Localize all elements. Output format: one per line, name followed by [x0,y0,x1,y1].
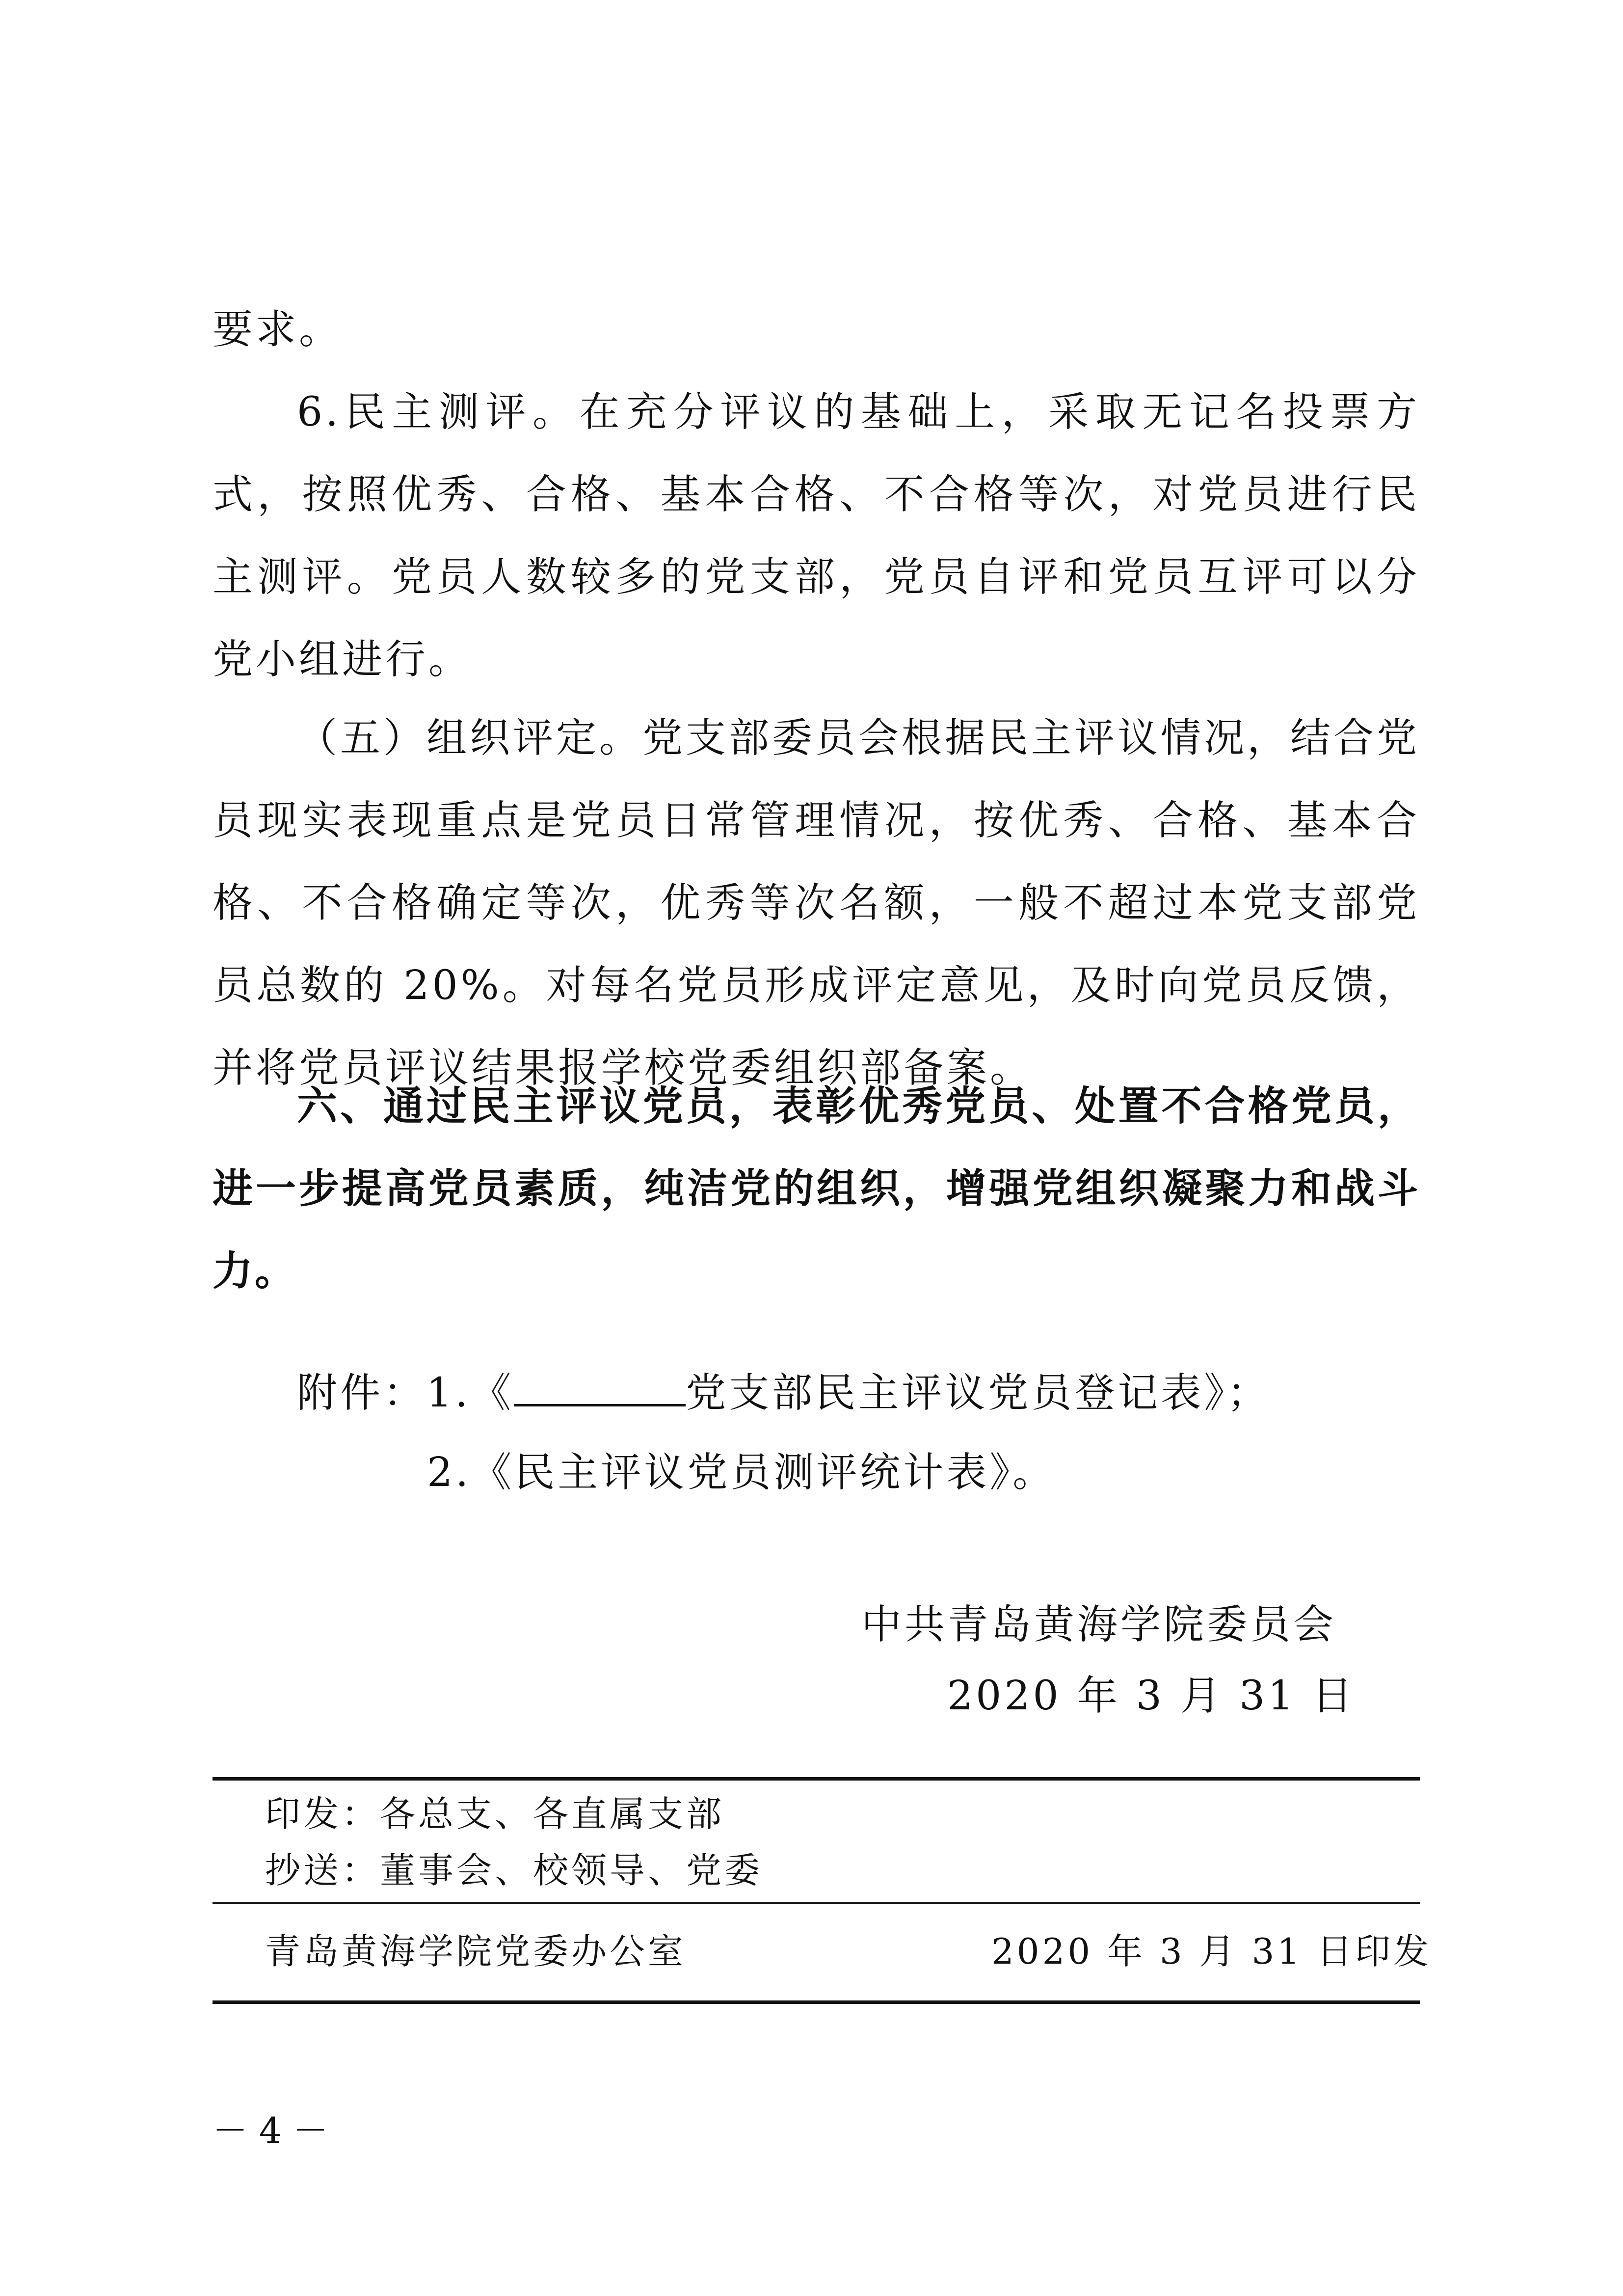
section6-heading: 六、通过民主评议党员，表彰优秀党员、处置不合格党员，进一步提高党员素质，纯洁党的组织，增强党组织凝聚力和战斗力。 [213,1083,1420,1295]
attachment-2: 2.《民主评议党员测评统计表》。 [427,1449,1056,1496]
attachment-line-2 [427,1443,1056,1502]
fill-in-blank [514,1370,686,1406]
body-paragraph-continuation [213,289,1420,701]
signature-date: 2020 年 3 月 31 日 [947,1673,1356,1719]
footer-top-rule [213,1777,1420,1781]
footer-issue-date: 2020 年 3 月 31 日印发 [991,1931,1432,1972]
continuation-text: 要求。 [213,306,343,353]
attachment-1-suffix: 党支部民主评议党员登记表》； [686,1370,1271,1416]
footer-bottom-rule [213,2000,1420,2004]
signature-organization: 中共青岛黄海学院委员会 [861,1601,1337,1648]
section5-paragraph: （五）组织评定。党支部委员会根据民主评议情况，结合党员现实表现重点是党员日常管理情况，按优秀、合格、基本合格、不合格确定等次，优秀等次名额，一般不超过本党支部党员总数的 20%。对每名党员形成评定意见，及时向党员反馈，并将党员评议结果报学校党委组织部备案。 [213,715,1420,1091]
attachment-label: 附件： [297,1370,427,1416]
footer-distribution: 印发：各总支、各直属支部 [265,1793,725,1835]
attachment-1-prefix: 1.《 [426,1370,514,1416]
footer-middle-rule [213,1902,1420,1904]
page-number: － 4 － [213,2110,328,2151]
attachment-line-1 [297,1364,1270,1423]
item6-paragraph: 6.民主测评。在充分评议的基础上，采取无记名投票方式，按照优秀、合格、基本合格、不合格等次，对党员进行民主测评。党员人数较多的党支部，党员自评和党员互评可以分党小组进行。 [213,389,1420,683]
footer-copy-to: 抄送：董事会、校领导、党委 [265,1850,763,1891]
footer-issuer: 青岛黄海学院党委办公室 [265,1931,687,1972]
